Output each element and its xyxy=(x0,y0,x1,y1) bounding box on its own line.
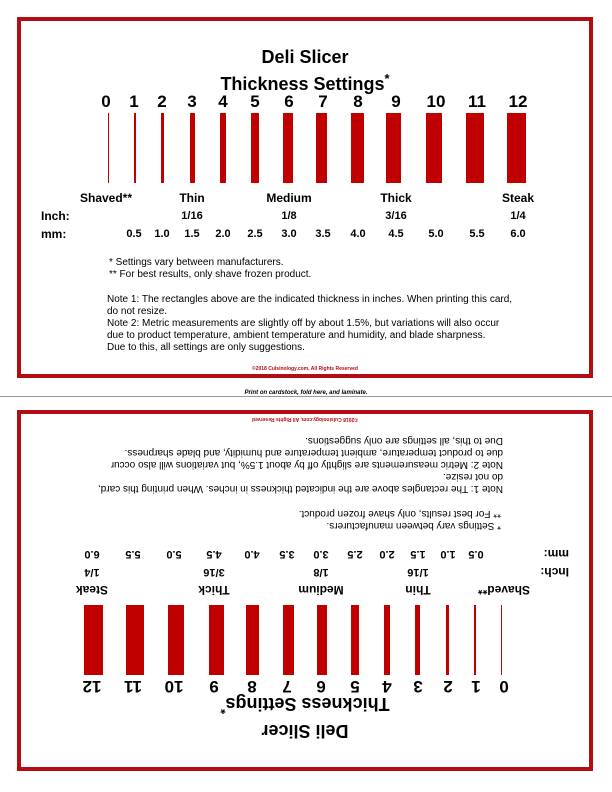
setting-number: 3 xyxy=(187,92,197,111)
inch-value: 3/16 xyxy=(203,566,225,578)
thickness-bar xyxy=(126,605,144,675)
category-label: Thin xyxy=(179,191,205,205)
category-label: Steak xyxy=(501,191,535,205)
mm-value: 6.0 xyxy=(84,548,100,560)
note-line: Note 2: Metric measurements are slightly off by about 1.5%, but variations will also occur xyxy=(110,459,503,470)
inch-row-label: Inch: xyxy=(41,209,70,223)
setting-number: 3 xyxy=(413,677,423,696)
setting-number: 0 xyxy=(101,92,111,111)
notes xyxy=(73,434,503,494)
setting-number: 1 xyxy=(471,677,481,696)
thickness-bar xyxy=(168,605,184,675)
setting-number: 10 xyxy=(164,677,184,696)
setting-number: 8 xyxy=(247,677,257,696)
thickness-bar xyxy=(84,605,103,675)
thickness-bar xyxy=(386,113,401,183)
thickness-bar xyxy=(161,113,164,183)
category-label: Shaved** xyxy=(477,583,531,597)
setting-number: 2 xyxy=(157,92,167,111)
inch-value: 1/16 xyxy=(181,210,203,222)
setting-number: 2 xyxy=(443,677,453,696)
footnote-settings: * Settings vary between manufacturers. xyxy=(326,520,501,531)
thickness-bar xyxy=(134,113,136,183)
mm-value: 3.0 xyxy=(281,228,297,240)
thickness-bar xyxy=(501,605,502,675)
thickness-bar xyxy=(209,605,224,675)
fold-line xyxy=(0,396,612,397)
notes xyxy=(107,294,537,354)
setting-number: 5 xyxy=(350,677,360,696)
category-label: Medium xyxy=(298,583,344,597)
mm-value: 4.5 xyxy=(388,228,404,240)
inch-value: 3/16 xyxy=(385,210,407,222)
category-label: Thick xyxy=(198,583,230,597)
thickness-bar xyxy=(283,113,293,183)
mm-value: 2.5 xyxy=(247,228,263,240)
note-line: due to product temperature, ambient temperature and humidity, and blade sharpness. xyxy=(124,447,503,458)
card-front xyxy=(17,17,593,378)
note-line: Note 2: Metric measurements are slightly off by about 1.5%, but variations will also occur xyxy=(107,318,500,329)
setting-number: 8 xyxy=(353,92,363,111)
category-label: Steak xyxy=(75,583,109,597)
thickness-bar xyxy=(426,113,442,183)
mm-value: 4.0 xyxy=(244,548,260,560)
thickness-bar xyxy=(317,605,327,675)
mm-value: 5.0 xyxy=(166,548,182,560)
footnote-shave: ** For best results, only shave frozen product. xyxy=(298,508,501,519)
setting-number: 6 xyxy=(284,92,294,111)
setting-number: 11 xyxy=(124,677,142,696)
footnote-shave: ** For best results, only shave frozen product. xyxy=(109,269,312,280)
setting-number: 5 xyxy=(250,92,260,111)
category-label: Shaved** xyxy=(79,191,133,205)
setting-number: 11 xyxy=(468,92,486,111)
thickness-bar xyxy=(251,113,259,183)
setting-number: 7 xyxy=(282,677,292,696)
card-content xyxy=(21,21,589,374)
copyright: ©2018 Culsinology.com, All Rights Reserved xyxy=(252,416,358,422)
thickness-bar xyxy=(246,605,259,675)
card-subtitle: Thickness Settings* xyxy=(220,71,390,94)
card-back xyxy=(17,410,593,771)
setting-number: 4 xyxy=(382,677,392,696)
thickness-bar xyxy=(384,605,390,675)
mm-row-label: mm: xyxy=(543,547,569,561)
setting-number: 12 xyxy=(508,92,528,111)
setting-number: 1 xyxy=(129,92,139,111)
thickness-bar xyxy=(283,605,294,675)
category-label: Medium xyxy=(266,191,312,205)
mm-value: 1.5 xyxy=(184,228,200,240)
card-content-mirror xyxy=(21,414,589,767)
mm-value: 3.5 xyxy=(315,228,331,240)
mm-value: 0.5 xyxy=(468,548,484,560)
note-line: due to product temperature, ambient temperature and humidity, and blade sharpness. xyxy=(107,330,486,341)
setting-number: 4 xyxy=(218,92,228,111)
thickness-bar xyxy=(507,113,526,183)
thickness-bar xyxy=(446,605,449,675)
card-title: Deli Slicer xyxy=(261,47,349,67)
thickness-bar xyxy=(108,113,109,183)
thickness-bar xyxy=(474,605,476,675)
mm-value: 1.0 xyxy=(440,548,456,560)
mm-value: 2.0 xyxy=(215,228,231,240)
mm-value: 4.5 xyxy=(206,548,222,560)
note-line: Due to this, all settings are only suggestions. xyxy=(107,342,305,353)
setting-number: 0 xyxy=(499,677,509,696)
footnote-settings: * Settings vary between manufacturers. xyxy=(109,257,284,268)
inch-value: 1/8 xyxy=(313,566,329,578)
mm-value: 5.5 xyxy=(469,228,485,240)
mm-row-label: mm: xyxy=(41,227,67,241)
thickness-bar xyxy=(351,113,364,183)
mm-value: 6.0 xyxy=(510,228,526,240)
thickness-bar xyxy=(415,605,420,675)
mm-value: 4.0 xyxy=(350,228,366,240)
note-line: do not resize. xyxy=(107,306,168,317)
note-line: Note 1: The rectangles above are the indicated thickness in inches. When printing this card, xyxy=(97,483,503,494)
setting-number: 6 xyxy=(316,677,326,696)
mm-value: 5.0 xyxy=(428,228,444,240)
card-subtitle: Thickness Settings* xyxy=(220,694,390,717)
mm-value: 1.5 xyxy=(410,548,426,560)
thickness-bar xyxy=(351,605,359,675)
thickness-bar xyxy=(220,113,226,183)
card-title: Deli Slicer xyxy=(261,721,349,741)
setting-number: 9 xyxy=(391,92,401,111)
setting-number: 10 xyxy=(426,92,446,111)
inch-row-label: Inch: xyxy=(540,565,569,579)
inch-value: 1/4 xyxy=(84,566,100,578)
note-line: do not resize. xyxy=(442,471,503,482)
mm-value: 2.5 xyxy=(347,548,363,560)
mm-value: 1.0 xyxy=(154,228,170,240)
setting-number: 9 xyxy=(209,677,219,696)
thickness-bar xyxy=(466,113,484,183)
mm-value: 5.5 xyxy=(125,548,141,560)
category-label: Thick xyxy=(380,191,412,205)
setting-number: 7 xyxy=(318,92,328,111)
mm-value: 3.5 xyxy=(279,548,295,560)
note-line: Due to this, all settings are only suggestions. xyxy=(305,435,503,446)
note-line: Note 1: The rectangles above are the indicated thickness in inches. When printing this card, xyxy=(107,294,513,305)
inch-value: 1/8 xyxy=(281,210,297,222)
inch-value: 1/16 xyxy=(407,566,429,578)
mm-value: 3.0 xyxy=(313,548,329,560)
mm-value: 0.5 xyxy=(126,228,142,240)
mm-value: 2.0 xyxy=(379,548,395,560)
fold-instruction: Print on cardstock, fold here, and laminate. xyxy=(244,390,368,396)
category-label: Thin xyxy=(405,583,431,597)
copyright: ©2018 Culsinology.com, All Rights Reserved xyxy=(252,366,358,372)
inch-value: 1/4 xyxy=(510,210,526,222)
thickness-bar xyxy=(316,113,327,183)
thickness-bar xyxy=(190,113,195,183)
setting-number: 12 xyxy=(82,677,102,696)
